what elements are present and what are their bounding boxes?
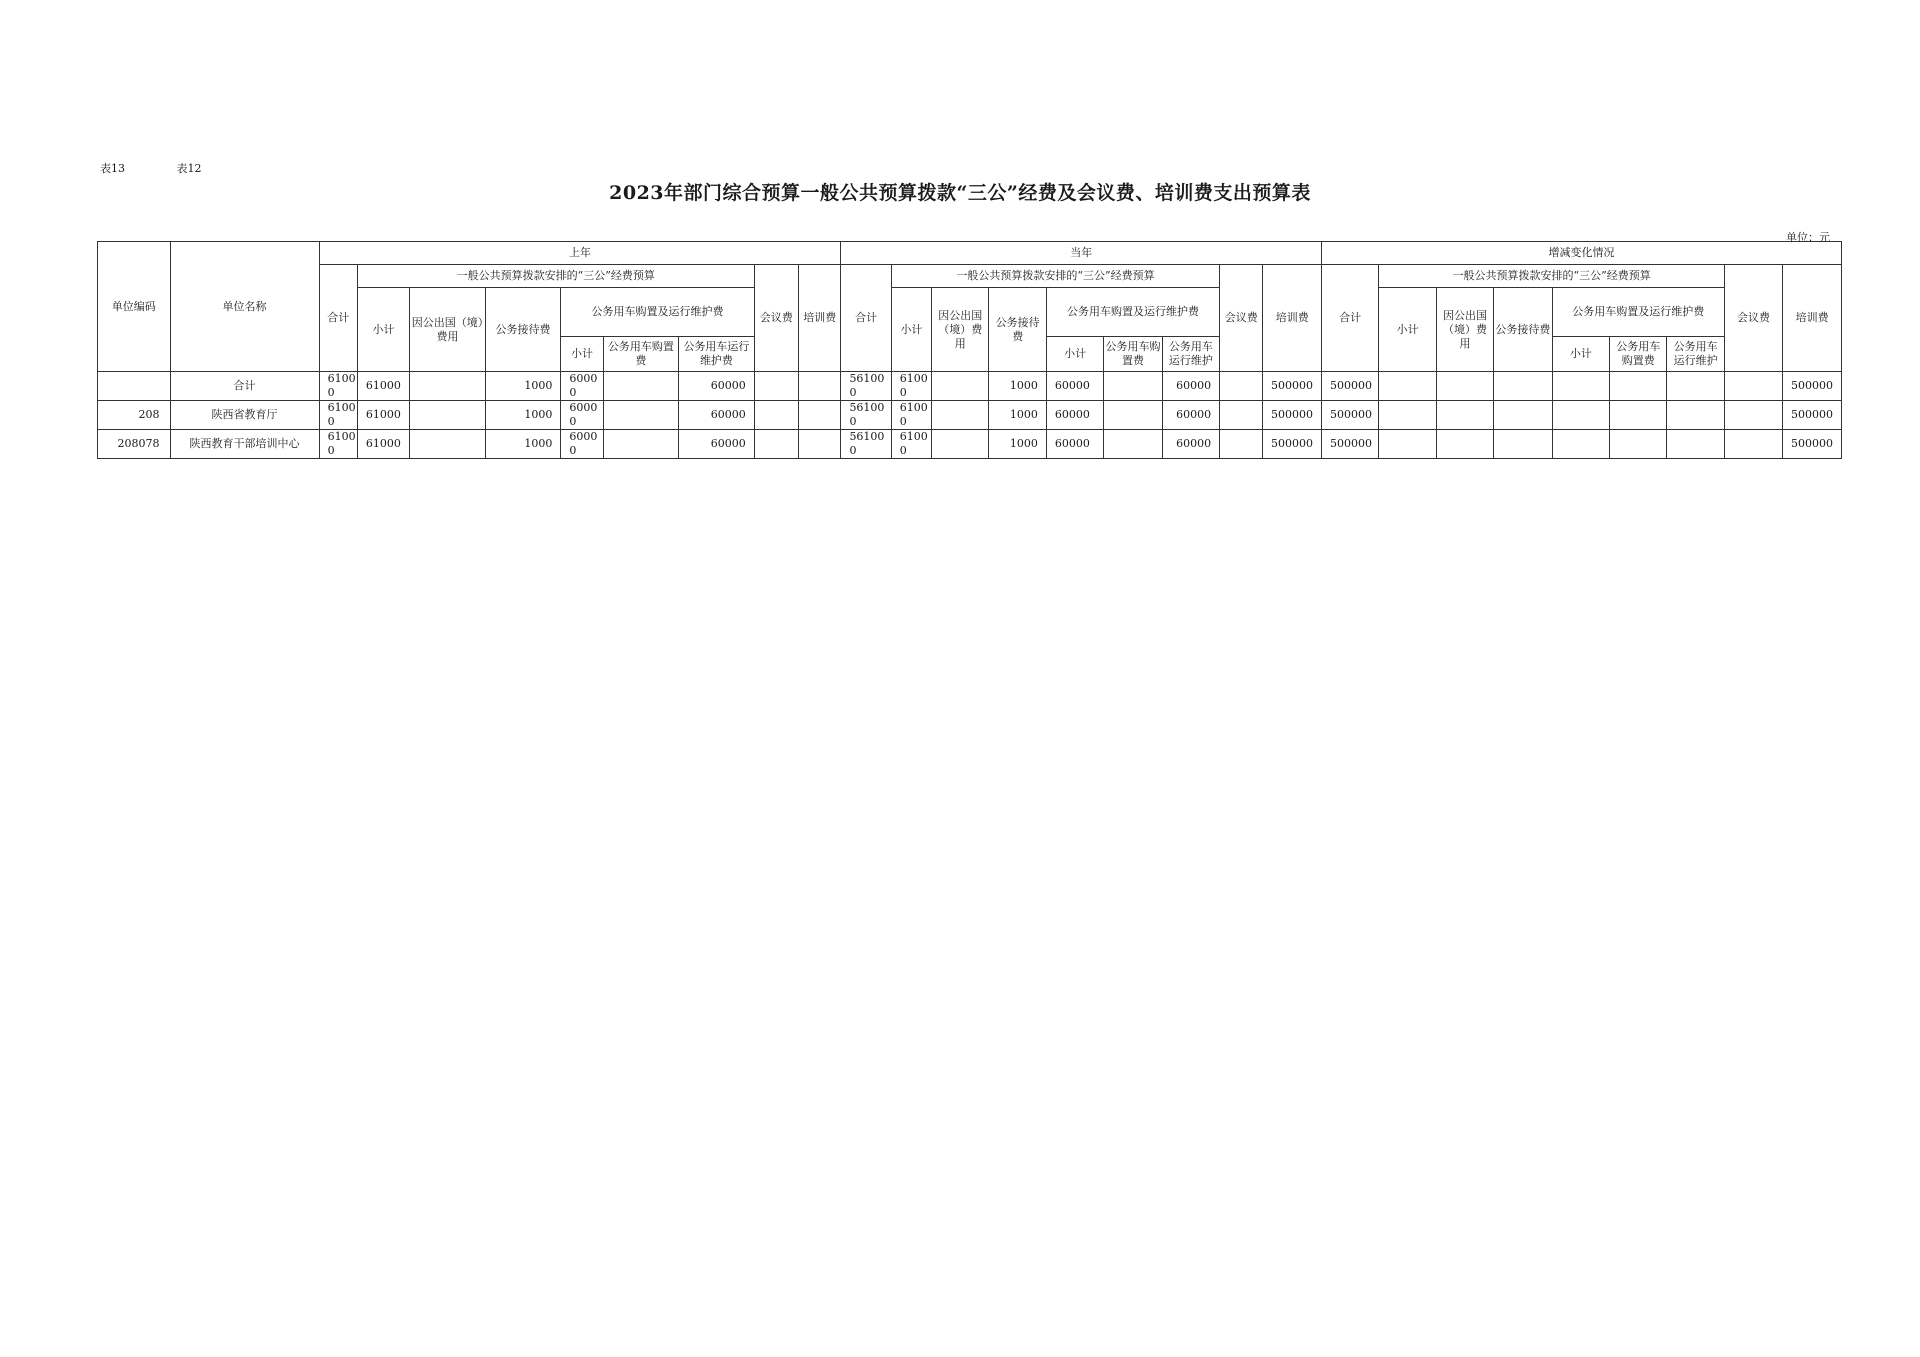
cell-value: 500000 [1321, 430, 1378, 459]
header-prev-total: 合计 [319, 265, 357, 372]
header-curr-car-purchase: 公务用车购置费 [1104, 337, 1162, 372]
cell-value [754, 430, 798, 459]
cell-value [1552, 401, 1609, 430]
cell-value [754, 372, 798, 401]
cell-value [1724, 401, 1782, 430]
header-change-subtotal: 小计 [1379, 288, 1436, 372]
header-curr-total: 合计 [841, 265, 891, 372]
cell-value: 500000 [1783, 430, 1842, 459]
cell-value [754, 401, 798, 430]
cell-value: 561000 [841, 372, 891, 401]
header-change-car-maint: 公务用车运行维护 [1667, 337, 1724, 372]
page-title: 2023年部门综合预算一般公共预算拨款“三公”经费及会议费、培训费支出预算表 [609, 182, 1311, 204]
header-prev-sangong: 一般公共预算拨款安排的“三公”经费预算 [357, 265, 754, 288]
cell-value [1667, 430, 1724, 459]
header-prev-car-purchase: 公务用车购置费 [603, 337, 679, 372]
header-group-prev: 上年 [319, 242, 841, 265]
header-curr-car-maint: 公务用车运行维护 [1162, 337, 1219, 372]
cell-value [1610, 401, 1667, 430]
cell-value [1494, 372, 1552, 401]
cell-value: 1000 [485, 430, 561, 459]
cell-value [1104, 401, 1162, 430]
cell-value: 500000 [1321, 372, 1378, 401]
cell-value [1220, 372, 1263, 401]
cell-value [410, 372, 486, 401]
header-prev-meeting: 会议费 [754, 265, 798, 372]
header-curr-reception: 公务接待费 [989, 288, 1046, 372]
cell-value: 1000 [989, 401, 1046, 430]
header-group-curr: 当年 [841, 242, 1322, 265]
table-row [98, 401, 1842, 430]
header-prev-training: 培训费 [799, 265, 841, 372]
cell-value: 61000 [891, 372, 931, 401]
table-label-12: 表12 [176, 162, 202, 175]
table-label-13: 表13 [100, 162, 125, 175]
cell-value: 61000 [891, 430, 931, 459]
cell-value [1552, 430, 1609, 459]
cell-value: 61000 [357, 430, 409, 459]
cell-value: 500000 [1783, 401, 1842, 430]
cell-value [1436, 372, 1493, 401]
cell-value: 60000 [561, 430, 603, 459]
cell-value [1379, 401, 1436, 430]
cell-value [799, 430, 841, 459]
header-curr-car-group: 公务用车购置及运行维护费 [1046, 288, 1219, 337]
cell-value: 500000 [1263, 401, 1322, 430]
header-row-2 [98, 265, 1842, 288]
cell-value: 61000 [357, 372, 409, 401]
cell-value: 1000 [485, 372, 561, 401]
unit-label: 单位：元 [1786, 231, 1830, 244]
header-curr-training: 培训费 [1263, 265, 1322, 372]
cell-value [1494, 430, 1552, 459]
header-curr-car-subtotal: 小计 [1046, 337, 1103, 372]
table-row [98, 372, 1842, 401]
header-prev-car-group: 公务用车购置及运行维护费 [561, 288, 754, 337]
cell-value [1436, 401, 1493, 430]
header-row-1 [98, 242, 1842, 265]
cell-value [1379, 372, 1436, 401]
cell-value: 60000 [679, 401, 755, 430]
cell-value [932, 372, 989, 401]
cell-value: 60000 [561, 372, 603, 401]
cell-value: 60000 [1046, 372, 1103, 401]
cell-value [1220, 401, 1263, 430]
cell-value: 60000 [679, 430, 755, 459]
header-prev-car-maint: 公务用车运行维护费 [679, 337, 755, 372]
cell-value [1724, 430, 1782, 459]
cell-value: 60000 [1162, 401, 1219, 430]
header-curr-meeting: 会议费 [1220, 265, 1263, 372]
header-prev-reception: 公务接待费 [485, 288, 561, 372]
header-change-training: 培训费 [1783, 265, 1842, 372]
cell-value: 500000 [1783, 372, 1842, 401]
cell-value: 61000 [891, 401, 931, 430]
cell-value [799, 401, 841, 430]
header-change-car-subtotal: 小计 [1552, 337, 1609, 372]
header-prev-abroad: 因公出国（境）费用 [410, 288, 486, 372]
cell-code: 208078 [98, 430, 171, 459]
cell-value [1610, 372, 1667, 401]
header-change-total: 合计 [1321, 265, 1378, 372]
cell-value [1667, 372, 1724, 401]
header-curr-sangong: 一般公共预算拨款安排的“三公”经费预算 [891, 265, 1219, 288]
cell-value: 61000 [319, 372, 357, 401]
header-group-change: 增减变化情况 [1321, 242, 1841, 265]
cell-value [1379, 430, 1436, 459]
cell-value [410, 430, 486, 459]
cell-code [98, 372, 171, 401]
cell-value: 60000 [1046, 430, 1103, 459]
cell-value: 561000 [841, 430, 891, 459]
cell-value: 61000 [357, 401, 409, 430]
cell-value [1494, 401, 1552, 430]
table-row [98, 430, 1842, 459]
header-curr-subtotal: 小计 [891, 288, 931, 372]
cell-value [1104, 430, 1162, 459]
cell-value: 561000 [841, 401, 891, 430]
cell-value [1220, 430, 1263, 459]
cell-value [603, 372, 679, 401]
cell-code: 208 [98, 401, 171, 430]
cell-value: 60000 [679, 372, 755, 401]
table-labels [100, 160, 250, 176]
cell-value [1436, 430, 1493, 459]
cell-value: 60000 [1162, 430, 1219, 459]
header-prev-subtotal: 小计 [357, 288, 409, 372]
header-change-car-group: 公务用车购置及运行维护费 [1552, 288, 1724, 337]
cell-name: 陕西教育干部培训中心 [170, 430, 319, 459]
cell-value: 500000 [1263, 430, 1322, 459]
cell-value: 1000 [485, 401, 561, 430]
cell-value: 61000 [319, 430, 357, 459]
header-change-sangong: 一般公共预算拨款安排的“三公”经费预算 [1379, 265, 1724, 288]
header-change-car-purchase: 公务用车购置费 [1610, 337, 1667, 372]
cell-value [1552, 372, 1609, 401]
cell-value: 500000 [1263, 372, 1322, 401]
header-change-abroad: 因公出国（境）费用 [1436, 288, 1493, 372]
cell-value [932, 430, 989, 459]
cell-value: 1000 [989, 430, 1046, 459]
cell-name: 陕西省教育厅 [170, 401, 319, 430]
cell-name: 合计 [170, 372, 319, 401]
header-prev-car-subtotal: 小计 [561, 337, 603, 372]
cell-value [799, 372, 841, 401]
header-unit-name: 单位名称 [170, 242, 319, 372]
header-unit-code: 单位编码 [98, 242, 171, 372]
header-curr-abroad: 因公出国（境）费用 [932, 288, 989, 372]
cell-value [603, 430, 679, 459]
header-change-meeting: 会议费 [1724, 265, 1782, 372]
cell-value [1104, 372, 1162, 401]
cell-value: 60000 [1162, 372, 1219, 401]
header-row-3 [98, 288, 1842, 337]
cell-value [603, 401, 679, 430]
cell-value [410, 401, 486, 430]
cell-value: 500000 [1321, 401, 1378, 430]
header-change-reception: 公务接待费 [1494, 288, 1552, 372]
cell-value: 1000 [989, 372, 1046, 401]
cell-value: 60000 [561, 401, 603, 430]
cell-value: 60000 [1046, 401, 1103, 430]
cell-value [932, 401, 989, 430]
cell-value [1724, 372, 1782, 401]
cell-value [1667, 401, 1724, 430]
cell-value: 61000 [319, 401, 357, 430]
budget-table [97, 241, 1842, 459]
cell-value [1610, 430, 1667, 459]
